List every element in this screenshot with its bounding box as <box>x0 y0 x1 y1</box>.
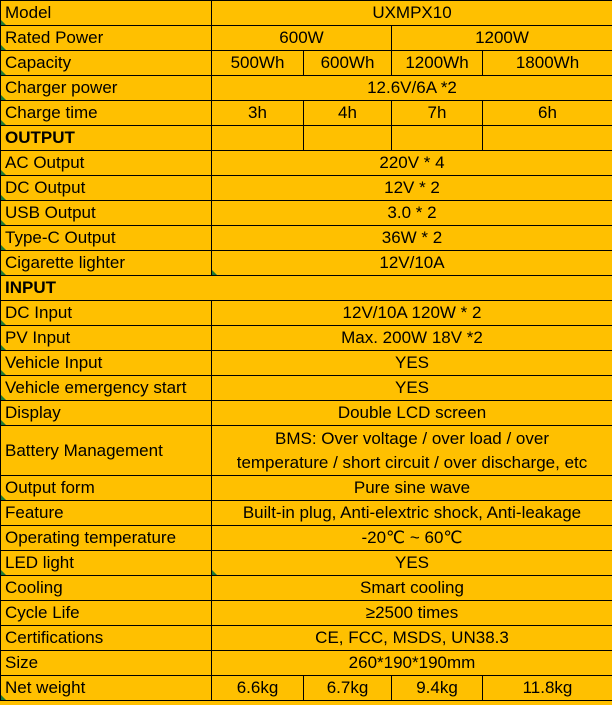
cycle-life-value: ≥2500 times <box>212 601 612 626</box>
certifications-label: Certifications <box>1 626 212 651</box>
net-weight-value: 6.7kg <box>304 676 392 701</box>
empty-cell <box>304 126 392 151</box>
capacity-label: Capacity <box>1 51 212 76</box>
dc-output-value: 12V * 2 <box>212 176 612 201</box>
cigarette-lighter-label: Cigarette lighter <box>1 251 212 276</box>
cycle-life-label: Cycle Life <box>1 601 212 626</box>
table-row <box>1 426 612 476</box>
pv-input-value: Max. 200W 18V *2 <box>212 326 612 351</box>
led-light-value: YES <box>212 551 612 576</box>
dc-output-label: DC Output <box>1 176 212 201</box>
certifications-value: CE, FCC, MSDS, UN38.3 <box>212 626 612 651</box>
dc-input-value: 12V/10A 120W * 2 <box>212 301 612 326</box>
vehicle-input-label: Vehicle Input <box>1 351 212 376</box>
output-form-value: Pure sine wave <box>212 476 612 501</box>
pv-input-label: PV Input <box>1 326 212 351</box>
charger-power-label: Charger power <box>1 76 212 101</box>
table-row <box>1 651 612 676</box>
output-form-label: Output form <box>1 476 212 501</box>
table-row <box>1 176 612 201</box>
model-value: UXMPX10 <box>212 1 612 26</box>
empty-cell <box>212 126 304 151</box>
usb-output-value: 3.0 * 2 <box>212 201 612 226</box>
table-row <box>1 351 612 376</box>
capacity-value: 600Wh <box>304 51 392 76</box>
typec-output-value: 36W * 2 <box>212 226 612 251</box>
table-row <box>1 551 612 576</box>
table-row <box>1 76 612 101</box>
table-row <box>1 526 612 551</box>
table-row <box>1 676 612 701</box>
dc-input-label: DC Input <box>1 301 212 326</box>
table-row <box>1 151 612 176</box>
output-section-header: OUTPUT <box>1 126 212 151</box>
vehicle-emergency-start-value: YES <box>212 376 612 401</box>
table-row <box>1 1 612 26</box>
ac-output-label: AC Output <box>1 151 212 176</box>
table-row <box>1 576 612 601</box>
capacity-value: 1800Wh <box>483 51 612 76</box>
table-row <box>1 101 612 126</box>
net-weight-label: Net weight <box>1 676 212 701</box>
battery-management-label: Battery Management <box>1 426 212 476</box>
cigarette-lighter-value: 12V/10A <box>212 251 612 276</box>
usb-output-label: USB Output <box>1 201 212 226</box>
size-value: 260*190*190mm <box>212 651 612 676</box>
vehicle-input-value: YES <box>212 351 612 376</box>
vehicle-emergency-start-label: Vehicle emergency start <box>1 376 212 401</box>
cooling-value: Smart cooling <box>212 576 612 601</box>
charger-power-value: 12.6V/6A *2 <box>212 76 612 101</box>
charge-time-value: 4h <box>304 101 392 126</box>
net-weight-value: 9.4kg <box>392 676 483 701</box>
charge-time-label: Charge time <box>1 101 212 126</box>
table-row <box>1 326 612 351</box>
feature-value: Built-in plug, Anti-elextric shock, Anti-leakage <box>212 501 612 526</box>
net-weight-value: 6.6kg <box>212 676 304 701</box>
table-row <box>1 276 612 301</box>
capacity-value: 500Wh <box>212 51 304 76</box>
cooling-label: Cooling <box>1 576 212 601</box>
battery-management-line: BMS: Over voltage / over load / over <box>274 428 549 448</box>
display-label: Display <box>1 401 212 426</box>
charge-time-value: 6h <box>483 101 612 126</box>
table-row <box>1 401 612 426</box>
empty-cell <box>392 126 483 151</box>
capacity-value: 1200Wh <box>392 51 483 76</box>
operating-temperature-value: -20℃ ~ 60℃ <box>212 526 612 551</box>
operating-temperature-label: Operating temperature <box>1 526 212 551</box>
table-row <box>1 476 612 501</box>
table-row <box>1 226 612 251</box>
rated-power-value: 600W <box>212 26 392 51</box>
table-row <box>1 626 612 651</box>
display-value: Double LCD screen <box>212 401 612 426</box>
table-row <box>1 301 612 326</box>
charge-time-value: 7h <box>392 101 483 126</box>
table-row <box>1 126 612 151</box>
battery-management-value <box>212 426 612 476</box>
led-light-label: LED light <box>1 551 212 576</box>
table-row <box>1 201 612 226</box>
input-section-header: INPUT <box>1 276 612 301</box>
table-row <box>1 376 612 401</box>
table-row <box>1 26 612 51</box>
table-row <box>1 251 612 276</box>
ac-output-value: 220V * 4 <box>212 151 612 176</box>
size-label: Size <box>1 651 212 676</box>
empty-cell <box>483 126 612 151</box>
typec-output-label: Type-C Output <box>1 226 212 251</box>
table-row <box>1 601 612 626</box>
model-label: Model <box>1 1 212 26</box>
table-row <box>1 501 612 526</box>
rated-power-label: Rated Power <box>1 26 212 51</box>
table-row <box>1 51 612 76</box>
feature-label: Feature <box>1 501 212 526</box>
rated-power-value: 1200W <box>392 26 612 51</box>
battery-management-line: temperature / short circuit / over discharge, etc <box>236 452 588 472</box>
net-weight-value: 11.8kg <box>483 676 612 701</box>
charge-time-value: 3h <box>212 101 304 126</box>
